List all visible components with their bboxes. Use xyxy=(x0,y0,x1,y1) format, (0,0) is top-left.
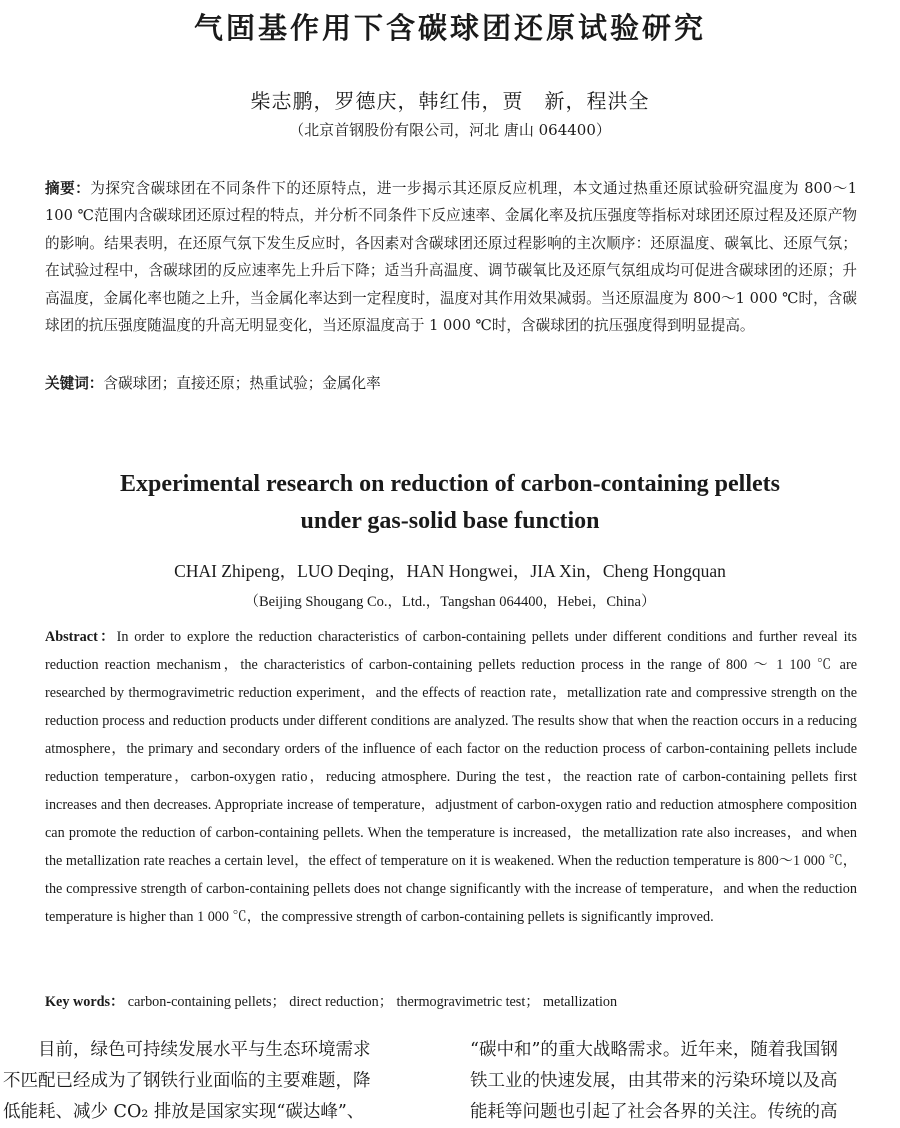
english-title xyxy=(0,466,900,540)
chinese-keywords xyxy=(45,370,857,397)
body-line: 能耗等问题也引起了社会各界的关注。传统的高 xyxy=(470,1102,838,1122)
english-title-line1: Experimental research on reduction of carbon-containing pellets xyxy=(120,471,780,497)
chinese-keywords-label: 关键词： xyxy=(45,375,104,392)
body-line: 低能耗、减少 CO₂ 排放是国家实现“碳达峰”、 xyxy=(3,1102,365,1122)
chinese-title: 气固基作用下含碳球团还原试验研究 xyxy=(193,11,706,45)
english-keywords-label: Key words： xyxy=(45,994,125,1010)
chinese-abstract-text: 为探究含碳球团在不同条件下的还原特点，进一步揭示其还原反应机理，本文通过热重还原试验研究温度为 800～1 100 ℃范围内含碳球团还原过程的特点，并分析不同条件下反应速率、金属化率及抗压强度等指标对球团还原过程及还原产物的影响。结果表明，在还原气氛下发生反应时，各因素对含碳球团还原过程影响的主次顺序：还原温度、碳氧比、还原气氛；在试验过程中，含碳球团的反应速率先上升后下降；适当升高温度、调节碳氧比及还原气氛组成均可促进含碳球团的还原；升高温度，金属化率也随之上升，当金属化率达到一定程度时，温度对其作用效果减弱。当还原温度为 800～1 000 ℃时，含碳球团的抗压强度随温度的升高无明显变化，当还原温度高于 1 000 ℃时，含碳球团的抗压强度得到明显提高。 xyxy=(45,180,857,335)
english-abstract-label: Abstract： xyxy=(45,629,117,645)
chinese-affiliation: （北京首钢股份有限公司，河北 唐山 064400） xyxy=(289,121,611,139)
english-abstract xyxy=(45,623,857,931)
body-right-column xyxy=(470,1035,900,1128)
body-line: “碳中和”的重大战略需求。近年来，随着我国钢 xyxy=(470,1040,838,1060)
chinese-abstract xyxy=(45,175,857,339)
english-affiliation: （Beijing Shougang Co.，Ltd.，Tangshan 064400，Hebei，China） xyxy=(244,594,656,610)
body-line: 铁工业的快速发展，由其带来的污染环境以及高 xyxy=(470,1071,838,1091)
body-line: 不匹配已经成为了钢铁行业面临的主要难题，降 xyxy=(3,1071,371,1091)
chinese-authors: 柴志鹏，罗德庆，韩红伟，贾 新，程洪全 xyxy=(250,89,650,113)
english-keywords xyxy=(45,990,857,1014)
chinese-abstract-label: 摘要： xyxy=(45,180,91,197)
english-keywords-text: carbon-containing pellets； direct reduction； thermogravimetric test； metallization xyxy=(127,994,618,1010)
english-authors: CHAI Zhipeng，LUO Deqing，HAN Hongwei，JIA Xin，Cheng Hongquan xyxy=(174,561,726,581)
body-line: 目前，绿色可持续发展水平与生态环境需求 xyxy=(3,1040,371,1060)
body-left-column xyxy=(3,1035,433,1128)
english-abstract-text: In order to explore the reduction characteristics of carbon-containing pellets under different conditions and further reveal its reduction reaction mechanism，the characteristics of carbon-containing pellets reduction process in the range of 800 ～ 1 100 ℃ are researched by thermogravimetric reduction experiment，and the effects of reaction rate，metallization rate and compressive strength on the reduction process and reduction products under different conditions are analyzed. The results show that when the reaction occurs in a reducing atmosphere，the primary and secondary orders of the influence of each factor on the reduction process of carbon-containing pellets include reduction temperature，carbon-oxygen ratio，reducing atmosphere. During the test，the reaction rate of carbon-containing pellets first increases and then decreases. Appropriate increase of temperature，adjustment of carbon-oxygen ratio and reduction atmosphere composition can promote the reduction of carbon-containing pellets. When the temperature is increased，the metallization rate also increases，and when the metallization rate reaches a certain level，the effect of temperature on it is weakened. When the reduction temperature is 800～1 000 ℃，the compressive strength of carbon-containing pellets does not change significantly with the increase of temperature，and when the reduction temperature is higher than 1 000 ℃，the compressive strength of carbon-containing pellets is significantly improved. xyxy=(45,629,858,925)
chinese-keywords-text: 含碳球团；直接还原；热重试验；金属化率 xyxy=(103,375,381,392)
english-title-line2: under gas-solid base function xyxy=(300,508,600,534)
